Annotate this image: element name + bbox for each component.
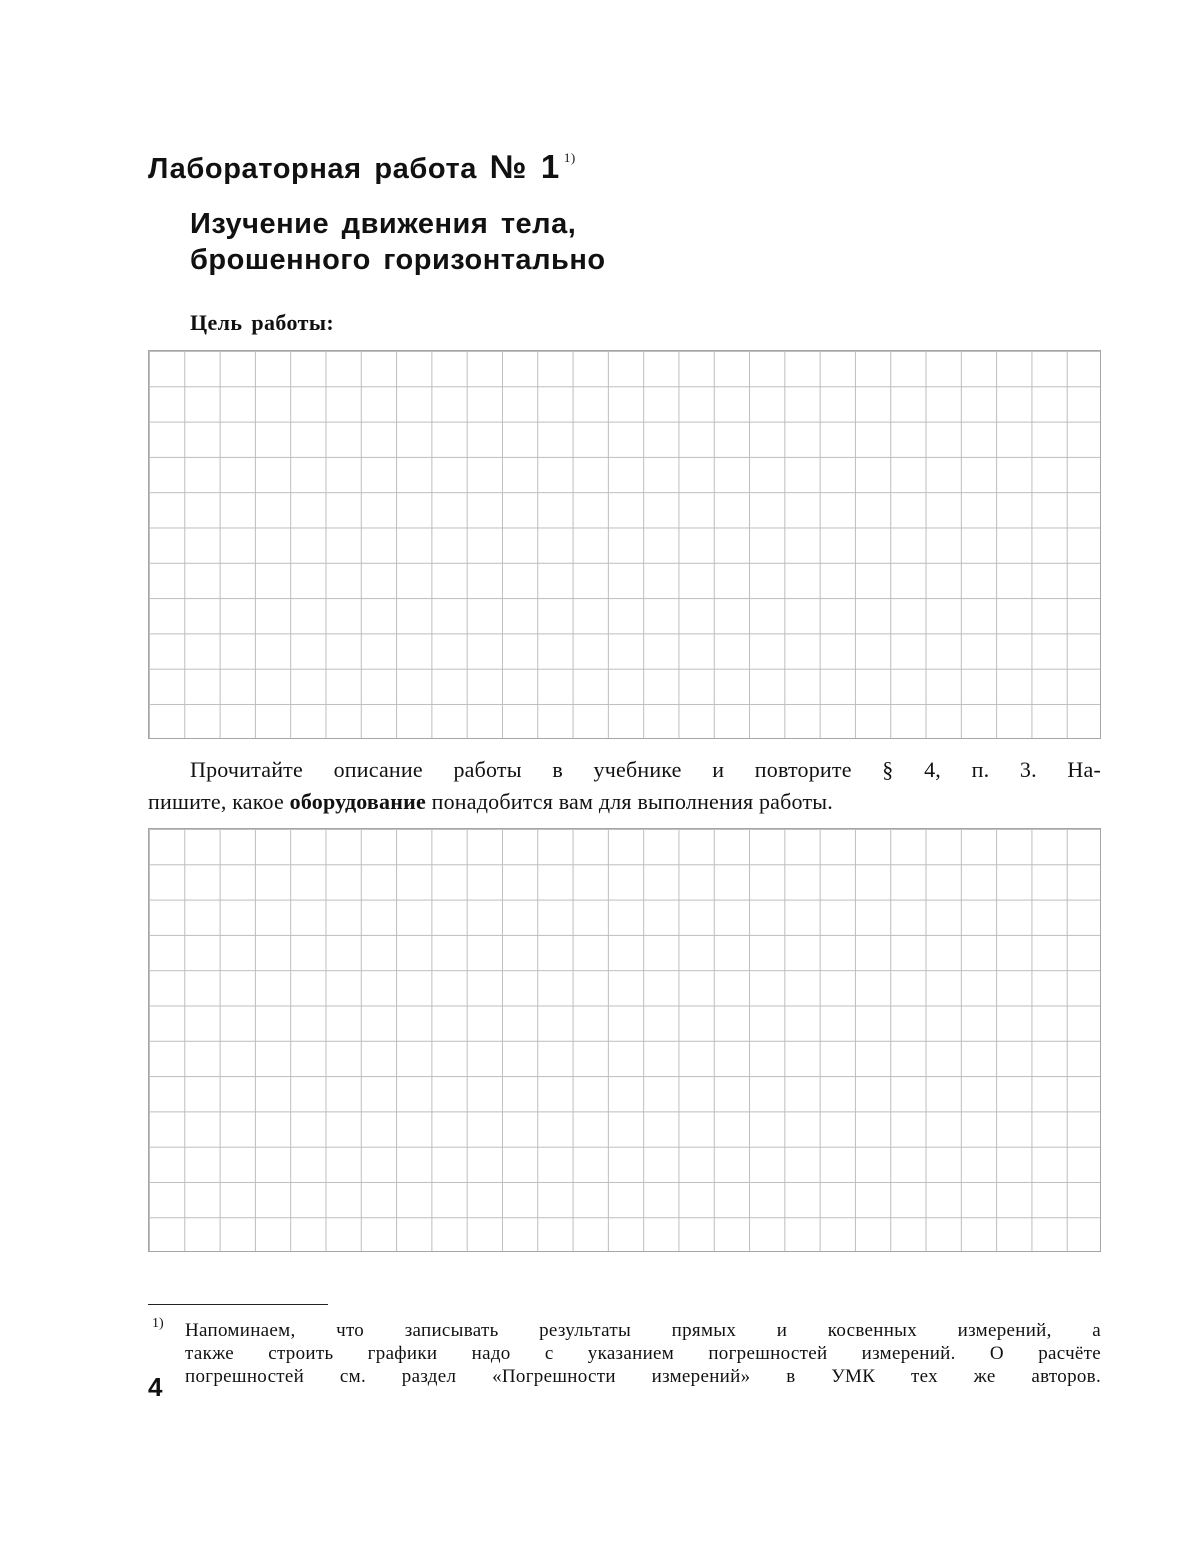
goal-label: Цель работы: [190, 310, 335, 335]
topic-title [190, 206, 606, 278]
lab-title [148, 136, 576, 191]
lab-number: № 1 [489, 148, 560, 185]
instruction-line-2-end: понадобится вам для выполнения работы. [431, 789, 833, 814]
footnote-line-3: погрешностей см. раздел «Погрешности измерений» в УМК тех же авторов. [185, 1366, 1101, 1387]
footnote-mark: 1) [152, 1316, 164, 1331]
instruction-text [148, 754, 1101, 818]
footnote-line-1: Напоминаем, что записывать результаты прямых и косвенных измерений, а [185, 1320, 1101, 1341]
goal-answer-grid[interactable] [148, 350, 1101, 739]
footnote-divider [148, 1304, 328, 1305]
topic-line-1: Изучение движения тела, [190, 208, 577, 240]
equipment-answer-grid[interactable] [148, 828, 1101, 1252]
instruction-line-1: Прочитайте описание работы в учебнике и повторите § 4, п. 3. На- [190, 757, 1101, 782]
topic-line-2: брошенного горизонтально [190, 244, 606, 276]
instruction-line-2-start: пишите, какое [148, 789, 284, 814]
footnote-line-2: также строить графики надо с указанием погрешностей измерений. О расчёте [185, 1343, 1101, 1364]
equipment-keyword: оборудование [289, 789, 426, 814]
footnote-ref: 1) [563, 150, 576, 165]
instruction-line-2 [148, 786, 1101, 818]
page-number: 4 [148, 1372, 163, 1402]
footnote-text [185, 1319, 1101, 1388]
lab-label: Лабораторная работа [148, 153, 478, 185]
